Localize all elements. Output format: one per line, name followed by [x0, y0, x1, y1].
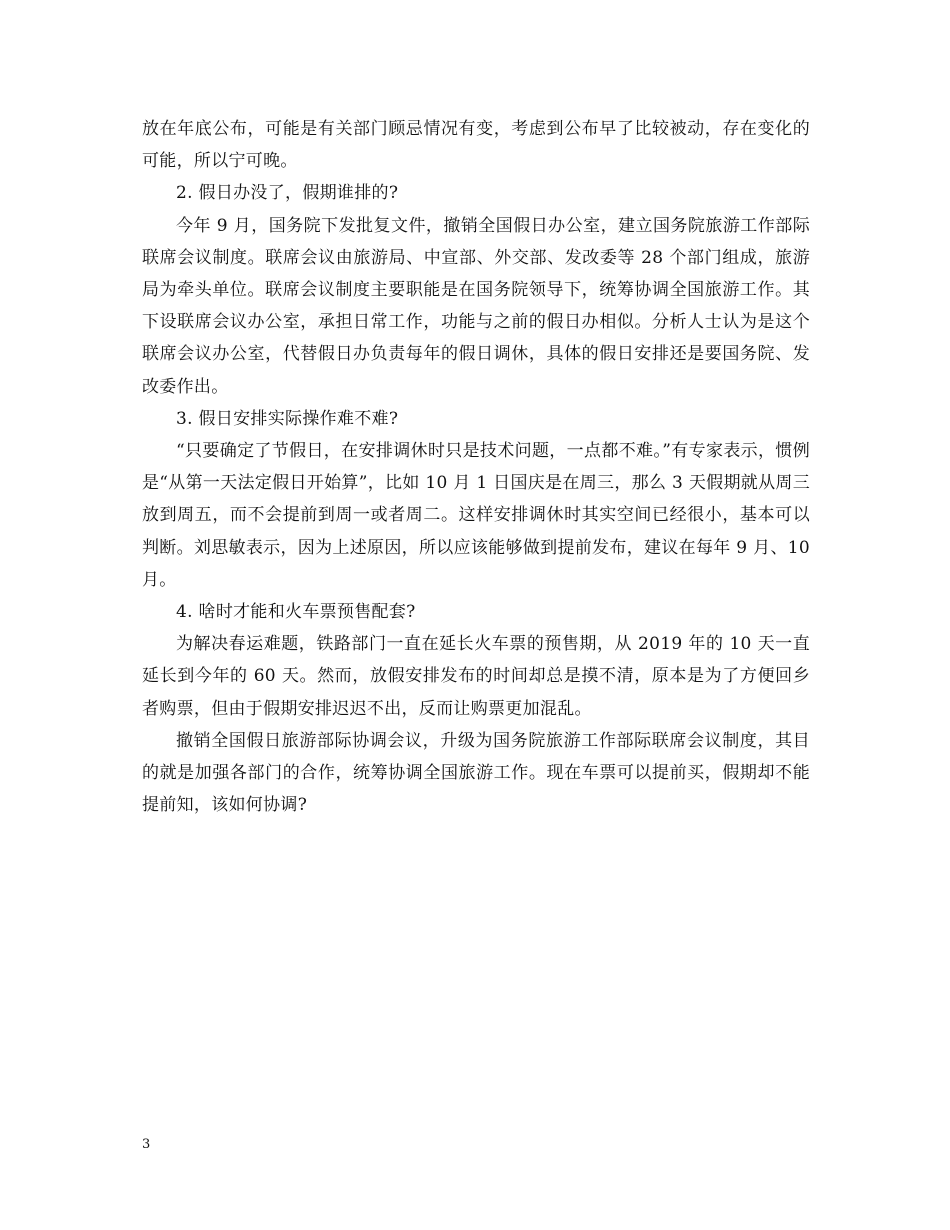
page-number: 3 — [142, 1137, 151, 1152]
section-heading-4: 4. 啥时才能和火车票预售配套? — [176, 602, 416, 623]
paragraph-train-tickets: 为解决春运难题，铁路部门一直在延长火车票的预售期，从 2019 年的 10 天一直延长到今年的 60 天。然而，放假安排发布的时间却总是摸不清，原本是为了方便回乡者购票，但由于假期安排迟迟不出，反而让购票更加混乱。 — [142, 634, 810, 719]
paragraph-scheduling: “只要确定了节假日，在安排调休时只是技术问题，一点都不难。”有专家表示，惯例是“从第一天法定假日开始算”，比如 10 月 1 日国庆是在周三，那么 3 天假期就从周三放到周五，而不会提前到周一或者周二。这样安排调休时其实空间已经很小，基本可以判断。刘思敏表示，因为上述原因，所以应该能够做到提前发布，建议在每年 9 月、10 月。 — [142, 441, 810, 590]
paragraph-holiday-office: 今年 9 月，国务院下发批复文件，撤销全国假日办公室，建立国务院旅游工作部际联席会议制度。联席会议由旅游局、中宣部、外交部、发改委等 28 个部门组成，旅游局为牵头单位。联席会议制度主要职能是在国务院领导下，统筹协调全国旅游工作。其下设联席会议办公室，承担日常工作，功能与之前的假日办相似。分析人士认为是这个联席会议办公室，代替假日办负责每年的假日调休，具体的假日安排还是要国务院、发改委作出。 — [142, 215, 810, 397]
document-body — [142, 113, 810, 821]
section-heading-2: 2. 假日办没了，假期谁排的? — [176, 183, 399, 204]
paragraph-continuation: 放在年底公布，可能是有关部门顾忌情况有变，考虑到公布早了比较被动，存在变化的可能，所以宁可晚。 — [142, 119, 810, 172]
section-heading-3: 3. 假日安排实际操作难不难? — [176, 408, 399, 429]
paragraph-conclusion: 撤销全国假日旅游部际协调会议，升级为国务院旅游工作部际联席会议制度，其目的就是加强各部门的合作，统筹协调全国旅游工作。现在车票可以提前买，假期却不能提前知，该如何协调? — [142, 730, 810, 816]
